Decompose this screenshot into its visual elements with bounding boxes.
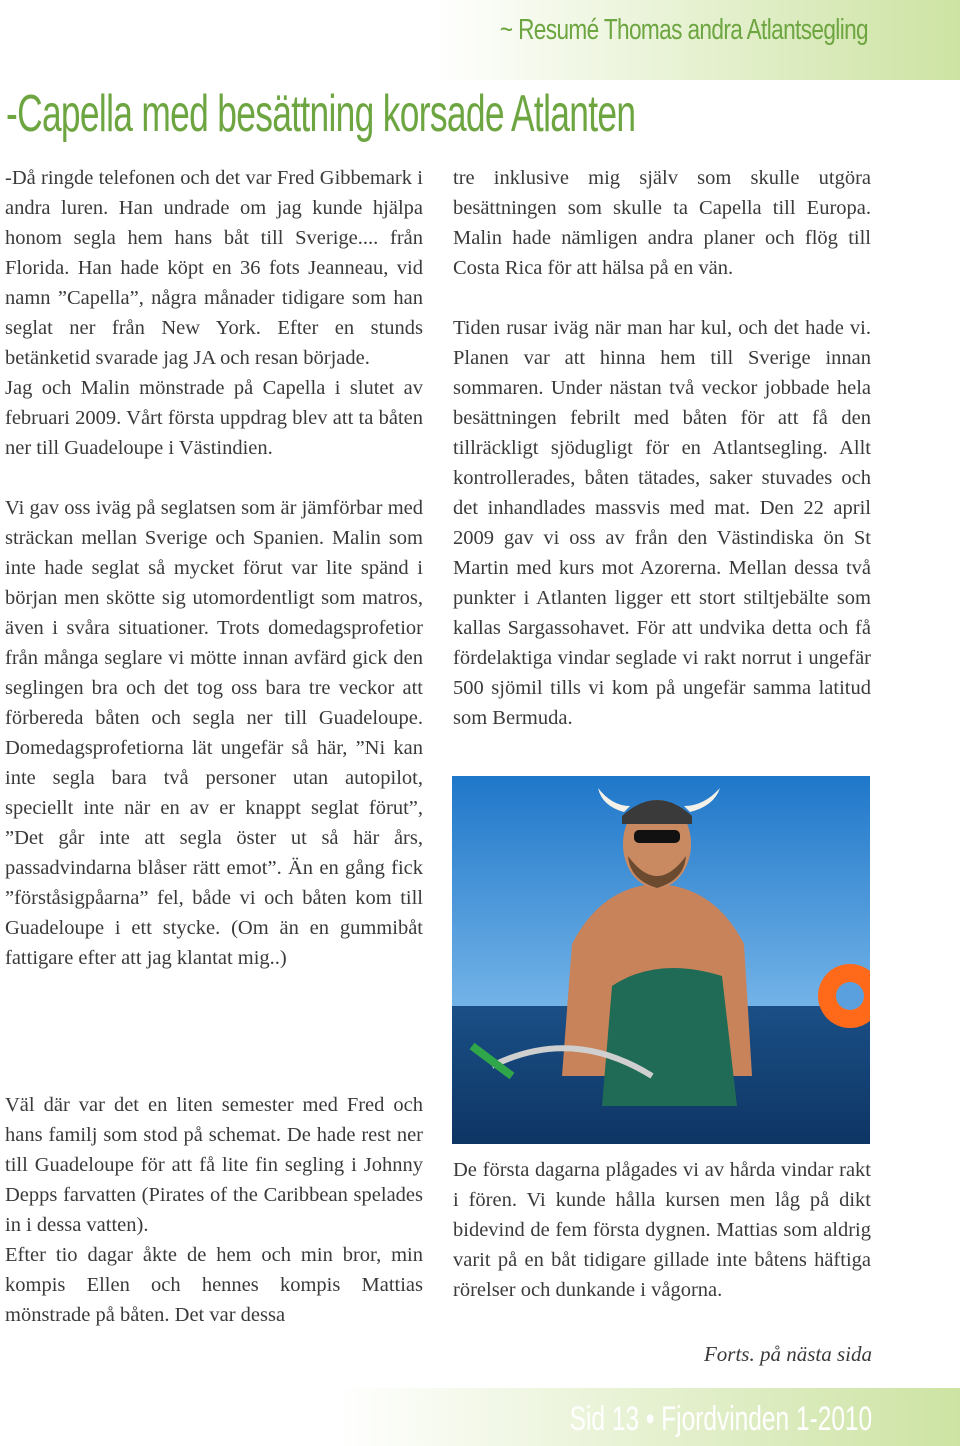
continued-note: Forts. på nästa sida: [703, 1342, 872, 1366]
photo-sailor-with-viking-helmet: [452, 776, 870, 1144]
right-column-bottom: [453, 1155, 871, 1305]
article-title: -Capella med besättning korsade Atlanten: [6, 85, 636, 143]
paragraph: Jag och Malin mönstrade på Capella i slutet av februari 2009. Vårt första uppdrag blev att ta båten ner till Guadeloupe i Västindien.: [5, 377, 423, 459]
paragraph: Tiden rusar iväg när man har kul, och det hade vi. Planen var att hinna hem till Sverige innan sommaren. Under nästan två veckor jobbade hela besättningen febrilt med båten för att få den tillräckligt sjödugligt för en Atlantsegling. Allt kontrollerades, båten tätades, saker stuvades och det inhandlades massvis med mat. Den 22 april 2009 gav vi oss av från den Västindiska ön St Martin med kurs mot Azorerna. Mellan dessa två punkter i Atlanten ligger ett stort stiltjebälte som kallas Sargassohavet. För att undvika detta och få fördelaktiga vindar seglade vi rakt norrut i ungefär 500 sjömil tills vi kom på ungefär samma latitud som Bermuda.: [453, 317, 871, 729]
paragraph: Efter tio dagar åkte de hem och min bror, min kompis Ellen och hennes kompis Mattias mönstrade på båten. Det var dessa: [5, 1244, 423, 1326]
left-column: [5, 163, 423, 973]
right-column: [453, 163, 871, 733]
page-info: Sid 13 • Fjordvinden 1-2010: [569, 1400, 872, 1438]
paragraph: Väl där var det en liten semester med Fred och hans familj som stod på schemat. De hade rest ner till Guadeloupe för att få lite fin segling i Johnny Depps farvatten (Pirates of the Caribbean spelades in i dessa vatten).: [5, 1094, 423, 1236]
section-title: ~ Resumé Thomas andra Atlantsegling: [499, 14, 868, 46]
paragraph: De första dagarna plågades vi av hårda vindar rakt i fören. Vi kunde hålla kursen men låg på dikt bidevind de fem första dygnen. Mattias som aldrig varit på en båt tidigare gillade inte båtens häftiga rörelser och dunkande i vågorna.: [453, 1159, 871, 1301]
paragraph: -Då ringde telefonen och det var Fred Gibbemark i andra luren. Han undrade om jag kunde hjälpa honom segla hem hans båt till Sverige.... från Florida. Han hade köpt en 36 fots Jeanneau, vid namn ”Capella”, några månader tidigare som han seglat ner från New York. Efter en stunds betänketid svarade jag JA och resan började.: [5, 167, 423, 369]
left-column-bottom: [5, 1090, 423, 1330]
paragraph: Vi gav oss iväg på seglatsen som är jämförbar med sträckan mellan Sverige och Spanien. Malin som inte hade seglat så mycket förut var lite spänd i början men skötte sig utomordentligt som matros, även i svåra situationer. Trots domedagsprofetior från många seglare vi mötte innan avfärd gick den seglingen bra och det tog oss bara tre veckor att förbereda båten och segla ner till Guadeloupe. Domedagsprofetiorna lät ungefär så här, ”Ni kan inte segla bara två personer utan autopilot, speciellt inte när en av er knappt seglat förut”, ”Det går inte att segla öster ut så här års, passadvindarna blåser rätt emot”. Än en gång fick ”förståsigpåarna” fel, både vi och båten kom till Guadeloupe i ett stycke. (Om än en gummibåt fattigare efter att jag klantat mig..): [5, 497, 423, 969]
paragraph: tre inklusive mig själv som skulle utgöra besättningen som skulle ta Capella till Europa. Malin hade nämligen andra planer och flög till Costa Rica för att hälsa på en vän.: [453, 167, 871, 279]
